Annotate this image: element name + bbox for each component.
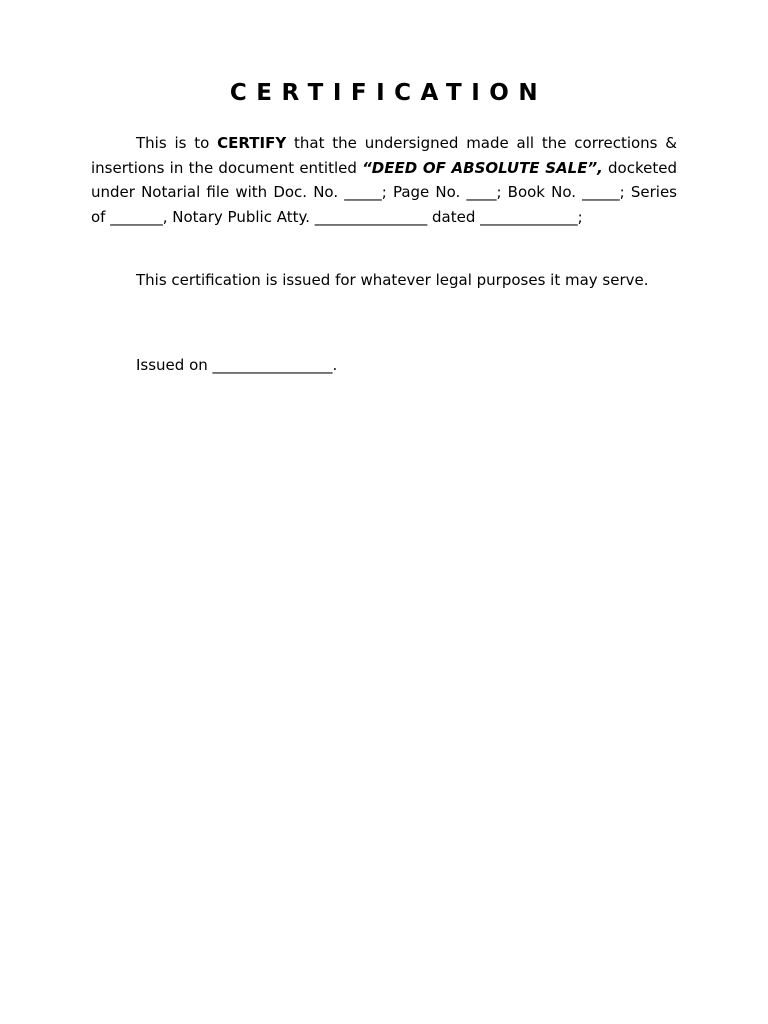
certify-keyword: CERTIFY <box>217 134 287 152</box>
purpose-paragraph: This certification is issued for whatever legal purposes it may serve. <box>136 271 649 289</box>
certification-paragraph <box>91 131 677 229</box>
paragraph-text: that the undersigned made all the corrections & insertions in the document entitled <box>91 134 678 177</box>
deed-title: “DEED OF ABSOLUTE SALE”, <box>362 158 603 177</box>
paragraph-text: docketed under Notarial file with Doc. No. _____; Page No. ____; Book No. _____; Series of _______, Notary Public Atty. _______________ dated _____________; <box>91 158 677 226</box>
paragraph-text: This is to <box>136 134 218 152</box>
document-title: CERTIFICATION <box>229 80 548 106</box>
issued-on-paragraph: Issued on ________________. <box>136 356 338 374</box>
